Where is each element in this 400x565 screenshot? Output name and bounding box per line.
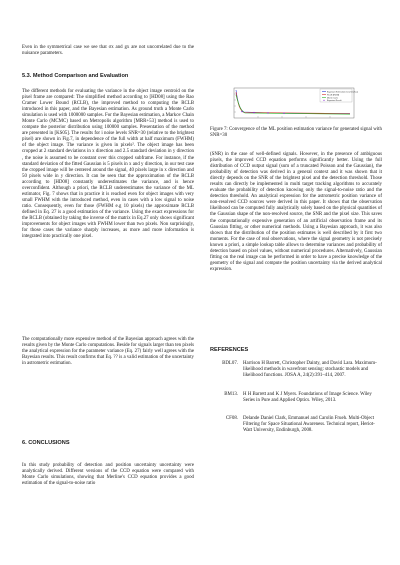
reference-key: BM13. (224, 392, 238, 397)
bayes-point (283, 113, 284, 114)
section-6-heading: 6. CONCLUSIONS (22, 440, 70, 446)
reference-text: Delande Daniel Clark, Emmanuel and Carolin Frueh. Multi-Object Filtering for Space Situational Awareness. Technical report, Heriot-Watt University, Endinburgh, 2008. (243, 416, 375, 433)
reference-key: BDL07. (222, 361, 238, 366)
reference-text: H H Barrett and K J Myers. Foundations of Image Science. Wiley Series in Pure and Applied Optics. Wiley, 2013. (243, 392, 372, 403)
legend-label-4: Bayesian Result (327, 100, 342, 103)
legend-label-1: Bayesian Estimation (Cramér-Rao) (327, 91, 359, 94)
conclusions-continued-paragraph: (SNR) in the case of well-defined signals. However, in the presence of ambiguous pixels, the improved CCD equation performs significantly better. Using the full distribution of CCD output signal (sum of a truncated Poisson and the Gaussian), the probability of detection was derived in a general context and it was shown that it directly depends on the SNR of the brightest pixel and the detection threshold. Those results can directly be implemented in multi target tracking algorithms to accurately evaluate the probability of detection knowing only the signal-to-noise ratio and the detection threshold. An analytical expression for the astrometric position variance of non-resolved CCD sources were derived in this paper. It shows that the observation likelihood can be computed fully analytically solely based on the physical quantities of the Gaussian shape of the non-resolved source, the SNR and the pixel size. This saves the computationally expensive generation of an artificial observation frame and its Gaussian fitting, or other numerical methods. Using a Bayesian approach, it was also shown that the distribution of the position estimates is well described by it first two moments. For the case of real observations, where the signal geometry is not precisely known a priori, a simple lookup table allows to determine variances and probability of detection based on pixel values, without numerical procedures. Alternatively, Gaussian fitting on the real image can be performed in order to have a precise knowledge of the geometry of the signal and compute the position uncertainty via the derived analytical expression. (210, 152, 382, 272)
legend-swatch-4 (323, 100, 324, 101)
axis-ticks (234, 94, 330, 118)
figure-7 (210, 86, 382, 124)
reference-text: Harrison H Barrett, Christopher Dainty, and David Lara. Maximum-likelihood methods in wavefront sensing: stochastic models and likelihood functions. JOSA A, 24(2):391–414, 2007. (243, 361, 377, 378)
section-5-3-paragraph-2: The computationally more expensive method of the Bayesian approach agrees with the results given by the Monte Carlo computations. Beside for signals larger than ten pixels the analytical expression for the parameter variance (Eq. 27) fairly well agrees with the Bayesian results. This result confirms that Eq. ?? is a valid estimation of the uncertainty in astrometric estimation. (22, 337, 194, 367)
bayes-point (267, 112, 268, 113)
bayes-point (241, 111, 242, 112)
section-6-paragraph: In this study probability of detection and position uncertainty uncertainty were analytically derived. Different versions of the CCD equation were compared with Monte Carlo simulations, showing that Merline's CCD equation provides a good estimation of the signal-to-noise ratio (22, 463, 194, 487)
figure-7-caption: Figure 7: Convergence of the ML position estimation variance for generated signal with SNR=30 (210, 127, 382, 138)
reference-key: CF08. (225, 416, 238, 421)
legend (320, 89, 358, 102)
section-5-3-paragraph-1: The different methods for evaluating the variance in the object image centroid on the pixel frame are compared: The simplified method according to [HD08] using the Rao Cramer Lower Bound (RCLB), the improved method to computing the RCLB introduced in this paper, and the Bayesian estimation. As ground truth a Monte Carlo simulation is used with 1000000 samples. For the Bayesian estimation, a Markov Chain Monte Carlo (MCMC) based on Metropolis algorithm [MRR+53] method is used to compute the posterior distribution using 100000 samples. Presentation of the method are presented in [KS05]. The results for i noise levels SNR=30 (relative to the brightest pixel) are shown in Fig.7, in dependence of the full width at half maximum (FWHM) of the object image. The variance is given in pixels². The object image has been cropped at 2 standard deviations in x direction and 2.5 standard deviation in y direction , the noise is assumed to be constant over this cropped subframe. For instance, if the standard deviation of the fitted Gaussian is 5 pixels in x and y direction, in our test case the cropped image will be centered around the signal, 40 pixels large in x direction and 50 pixels wide in y direction. It can be seen that the approximation of the RCLB according to [HD08] constantly underestimates the variance, and is hence overconfident. Although a priori, the RCLB underestimates the variance of the ML estimator, Fig. 7 shows that in practice it is reached even for object images with very small FWHM with the introduced method, even in cases with a low signal to noise ratio. Consequently, even for those (FWHM e.g 10 pixels) the approximate RCLB defined in Eq. 27 is a good estimation of the variance. Using the exact expressions for the RCLB (obtained by taking the inverse of the matrix in Eq.27 only shows significant improvements for object images with FWHM lower than two pixels. Non surprisingly, for those cases the variance sharply increases, as more and more information is integrated into practically one pixel. (22, 89, 194, 240)
references-heading: REFERENCES (210, 347, 249, 353)
section-5-3-heading: 5.3. Method Comparison and Evaluation (22, 73, 129, 79)
intro-paragraph: Even in the symmetrical case we see that σx and gx are not uncorrelated due to the nuisance parameters. (22, 45, 194, 57)
legend-label-2: RCLB [HD08] (327, 94, 340, 97)
bayes-point (253, 112, 254, 113)
convergence-plot (210, 86, 382, 124)
legend-label-3: Monte Carlo (327, 97, 338, 100)
